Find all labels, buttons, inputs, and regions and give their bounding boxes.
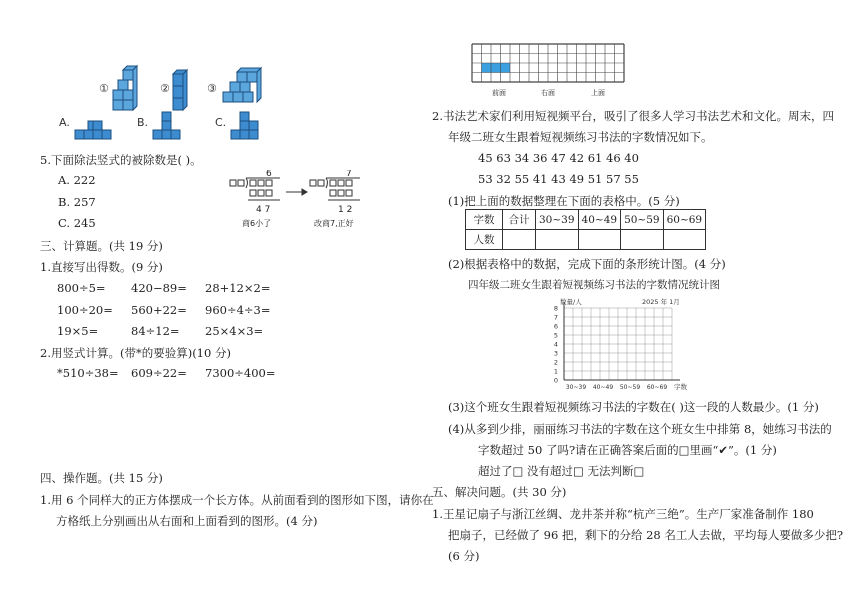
chart-x-tick: 40~49 [592,384,614,391]
chart-y-tick: 6 [553,322,558,331]
chart-y-tick: 4 [553,340,558,349]
q5-option-c: C. 245 [58,216,96,230]
calc-9: 25×4×3= [205,324,264,338]
grid-paper [470,42,640,100]
right-remainder: 1 2 [338,205,353,215]
q2-part2: (2)根据表格中的数据，完成下面的条形统计图。(4 分) [448,257,726,271]
th-words: 字数 [466,210,503,230]
q2-part4-line2: 字数超过 50 了吗?请在正确答案后面的□里画“✔”。(1 分) [478,443,777,457]
sec4-q1-line2: 方格纸上分别画出从右面和上面看到的图形。(4 分) [56,514,318,528]
grid-label: 前面 [492,89,506,97]
th-total: 合计 [503,210,536,230]
option-b-label: B. [137,116,149,129]
sec3-title: 三、计算题。(共 19 分) [40,239,163,253]
th-60-69: 60~69 [663,210,706,230]
right-quotient: 7 [346,170,352,179]
circle-1: ① [99,82,109,95]
chart-y-label: 数量/人 [560,298,582,306]
long-division-figure [228,170,398,232]
q5-option-b: B. 257 [58,195,96,209]
option-a-label: A. [59,116,70,129]
chart-y-tick: 3 [553,349,558,358]
sec3-q2-title: 2.用竖式计算。(带*的要验算)(10 分) [40,346,231,360]
cell-total[interactable] [503,230,536,250]
chart-y-tick: 2 [553,358,558,367]
chart-x-tick: 30~39 [565,384,587,391]
sec4-title: 四、操作题。(共 15 分) [40,471,163,485]
calc-1: 800÷5= [57,281,106,295]
chart-y-tick: 1 [553,367,558,376]
q2-part4-line1: (4)从多到少排，丽丽练习书法的字数在这个班女生中排第 8，她练习书法的 [448,422,832,436]
cube-views-figure [55,60,295,145]
calc-6: 960÷4÷3= [205,303,271,317]
vertical-calc-1: *510÷38= [57,366,119,380]
circle-3: ③ [207,82,217,95]
right-note: 改商7,正好 [314,219,354,228]
row-people: 人数 [466,230,503,250]
left-note: 商6小了 [242,219,272,228]
chart-x-tick: 50~59 [619,384,641,391]
sec5-q1-line3: (6 分) [448,549,480,563]
q5-option-a: A. 222 [58,173,96,187]
sec5-q1-line1: 1.王星记扇子与浙江丝绸、龙井茶并称“杭产三绝”。生产厂家准备制作 180 [432,507,814,521]
q2-part3: (3)这个班女生跟着短视频练习书法的字数在( )这一段的人数最少。(1 分) [448,400,819,414]
chart-x-label: 字数 [674,383,687,391]
cell-40-49[interactable] [578,230,621,250]
calc-5: 560+22= [131,303,187,317]
left-product: 4 7 [256,205,271,215]
sec5-title: 五、解决问题。(共 30 分) [432,485,567,499]
chart-y-tick: 8 [553,304,558,313]
calc-4: 100÷20= [57,303,113,317]
th-40-49: 40~49 [578,210,621,230]
calc-8: 84÷12= [131,324,180,338]
q2-line2: 年级二班女生跟着短视频练习书法的字数情况如下。 [448,130,713,144]
chart-y-tick: 7 [553,313,558,322]
chart-title: 四年级二班女生跟着短视频练习书法的字数情况统计图 [468,279,720,291]
cell-50-59[interactable] [621,230,664,250]
th-50-59: 50~59 [621,210,664,230]
q2-data-row2: 53 32 55 41 43 49 51 57 55 [478,172,639,186]
grid-front-view [482,63,511,73]
cell-30-39[interactable] [536,230,579,250]
th-30-39: 30~39 [536,210,579,230]
sec3-q1-title: 1.直接写出得数。(9 分) [40,260,163,274]
q2-data-row1: 45 63 34 36 47 42 61 46 40 [478,151,639,165]
vertical-calc-3: 7300÷400= [205,366,276,380]
option-c-label: C. [215,116,227,129]
left-quotient: 6 [266,170,272,179]
calc-2: 420−89= [131,281,187,295]
cell-60-69[interactable] [663,230,706,250]
q2-part4-options[interactable]: 超过了□ 没有超过□ 无法判断□ [478,464,645,478]
calc-7: 19×5= [57,324,99,338]
sec4-q1-line1: 1.用 6 个同样大的正方体摆成一个长方体。从前面看到的图形如下图，请你在 [40,493,434,507]
q2-part1: (1)把上面的数据整理在下面的表格中。(5 分) [448,194,680,208]
chart-y-tick: 5 [553,331,558,340]
tally-table [465,209,706,250]
chart-y-tick-zero: 0 [553,376,558,385]
grid-label: 右面 [541,89,555,97]
vertical-calc-2: 609÷22= [131,366,187,380]
calc-3: 28+12×2= [205,281,271,295]
sec5-q1-line2: 把扇子，已经做了 96 把，剩下的分给 28 名工人去做，平均每人要做多少把? [448,528,844,542]
chart-x-tick: 60~69 [646,384,668,391]
q5-question: 5.下面除法竖式的被除数是( )。 [40,153,202,167]
q2-line1: 2.书法艺术家们利用短视频平台，吸引了很多人学习书法艺术和文化。周末，四 [432,109,834,123]
grid-label: 上面 [591,89,605,97]
circle-2: ② [160,82,170,95]
bar-chart [540,296,700,394]
chart-date: 2025 年 1月 [642,298,680,306]
